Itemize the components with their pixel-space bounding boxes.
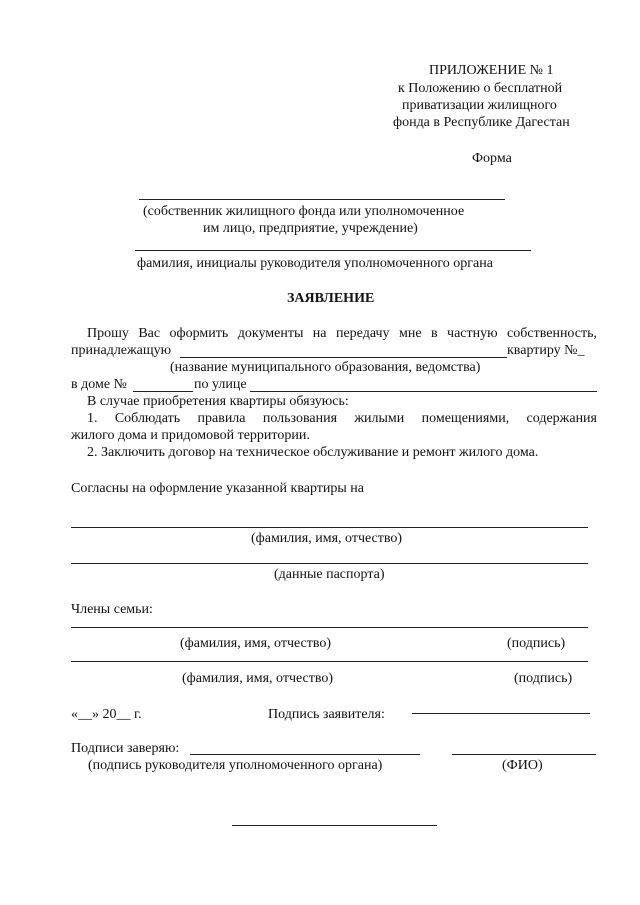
fio-line[interactable] xyxy=(71,527,588,528)
owner-caption-1: (собственник жилищного фонда или уполномоченное xyxy=(143,204,465,219)
fio-caption: (фамилия, имя, отчество) xyxy=(251,531,403,546)
obligation-1-line-1 xyxy=(87,410,597,427)
applicant-signature-label: Подпись заявителя: xyxy=(268,707,385,722)
regulation-line-3: фонда в Республике Дагестан xyxy=(393,115,570,130)
obligation-2: 2. Заключить договор на техническое обслуживание и ремонт жилого дома. xyxy=(87,445,539,460)
member-2-signature-caption: (подпись) xyxy=(514,671,573,686)
form-label: Форма xyxy=(472,151,512,166)
member-2-fio-caption: (фамилия, имя, отчество) xyxy=(182,671,334,686)
document-title: ЗАЯВЛЕНИЕ xyxy=(287,291,375,306)
regulation-line-2: приватизации жилищного xyxy=(402,98,557,113)
head-caption: фамилия, инициалы руководителя уполномоченного органа xyxy=(137,256,493,271)
obligation-1-text: 1. Соблюдать правила пользования жилыми помещениями, содержания xyxy=(87,411,597,426)
head-signature-caption: (подпись руководителя уполномоченного органа) xyxy=(88,758,383,773)
member-1-signature-caption: (подпись) xyxy=(507,636,566,651)
organization-line[interactable] xyxy=(180,357,507,358)
date-field: «__» 20__ г. xyxy=(71,707,142,722)
consent-text: Согласны на оформление указанной квартиры на xyxy=(71,481,365,496)
house-label: в доме № xyxy=(71,377,127,392)
fio-signature-line[interactable] xyxy=(452,754,596,755)
applicant-signature-line[interactable] xyxy=(412,713,590,714)
head-signature-line[interactable] xyxy=(190,754,420,755)
apartment-label: квартиру №_ xyxy=(507,343,585,358)
passport-line[interactable] xyxy=(71,563,588,564)
street-line[interactable] xyxy=(250,391,597,392)
certify-label: Подписи заверяю: xyxy=(71,741,180,756)
appendix-number: ПРИЛОЖЕНИЕ № 1 xyxy=(429,63,554,78)
passport-caption: (данные паспорта) xyxy=(274,567,385,582)
street-label: по улице xyxy=(194,377,247,392)
member-2-line[interactable] xyxy=(71,661,588,662)
regulation-line-1: к Положению о бесплатной xyxy=(398,81,563,96)
request-line-1 xyxy=(87,325,597,342)
fio-short-caption: (ФИО) xyxy=(502,758,543,773)
obligations-intro: В случае приобретения квартиры обязуюсь: xyxy=(87,394,349,409)
member-1-line[interactable] xyxy=(71,627,588,628)
owner-line[interactable] xyxy=(139,199,505,200)
request-text: Прошу Вас оформить документы на передачу мне в частную собственность, xyxy=(87,326,597,341)
family-members-label: Члены семьи: xyxy=(71,602,153,617)
head-line[interactable] xyxy=(135,250,531,251)
organization-caption: (название муниципального образования, ведомства) xyxy=(170,360,481,375)
member-1-fio-caption: (фамилия, имя, отчество) xyxy=(180,636,332,651)
owner-caption-2: им лицо, предприятие, учреждение) xyxy=(203,221,418,236)
house-number-line[interactable] xyxy=(133,391,193,392)
belonging-label: принадлежащую xyxy=(71,343,172,358)
obligation-1-line-2: жилого дома и придомовой территории. xyxy=(71,428,310,443)
closing-divider xyxy=(232,825,437,826)
